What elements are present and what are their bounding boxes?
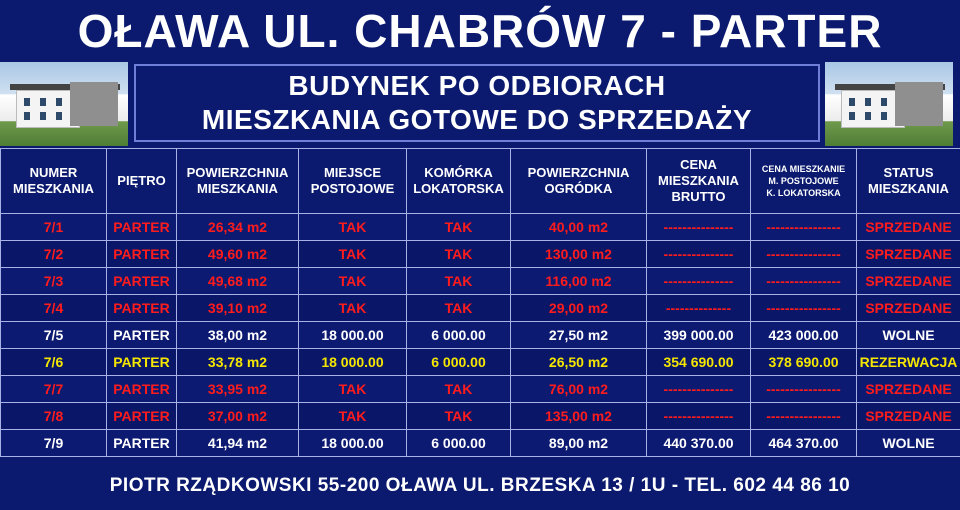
cell-parking-space: TAK	[299, 403, 407, 430]
header-floor: PIĘTRO	[107, 149, 177, 214]
cell-gross-price: --------------	[647, 295, 751, 322]
header-apartment-number: NUMER MIESZKANIA	[1, 149, 107, 214]
cell-apartment-number: 7/9	[1, 430, 107, 457]
cell-status: SPRZEDANE	[857, 403, 960, 430]
cell-apartment-number: 7/8	[1, 403, 107, 430]
cell-apartment-area: 26,34 m2	[177, 214, 299, 241]
table-row	[1, 403, 960, 430]
cell-garden-area: 76,00 m2	[511, 376, 647, 403]
header-storage-room: KOMÓRKA LOKATORSKA	[407, 149, 511, 214]
cell-apartment-area: 49,68 m2	[177, 268, 299, 295]
cell-status: SPRZEDANE	[857, 376, 960, 403]
cell-storage-room: 6 000.00	[407, 430, 511, 457]
cell-status: SPRZEDANE	[857, 214, 960, 241]
cell-garden-area: 40,00 m2	[511, 214, 647, 241]
cell-floor: PARTER	[107, 268, 177, 295]
cell-apartment-number: 7/6	[1, 349, 107, 376]
cell-floor: PARTER	[107, 241, 177, 268]
cell-gross-price: ---------------	[647, 214, 751, 241]
cell-storage-room: TAK	[407, 403, 511, 430]
cell-gross-price: ---------------	[647, 268, 751, 295]
building-photo-left	[0, 62, 128, 146]
cell-storage-room: TAK	[407, 376, 511, 403]
cell-floor: PARTER	[107, 322, 177, 349]
cell-apartment-number: 7/1	[1, 214, 107, 241]
cell-status: WOLNE	[857, 322, 960, 349]
cell-apartment-area: 37,00 m2	[177, 403, 299, 430]
cell-apartment-area: 33,95 m2	[177, 376, 299, 403]
header-apartment-area: POWIERZCHNIA MIESZKANIA	[177, 149, 299, 214]
cell-total-price: 423 000.00	[751, 322, 857, 349]
cell-floor: PARTER	[107, 403, 177, 430]
cell-total-price: 464 370.00	[751, 430, 857, 457]
cell-gross-price: ---------------	[647, 376, 751, 403]
table-row	[1, 241, 960, 268]
table-header-row	[1, 149, 960, 214]
table-row	[1, 295, 960, 322]
cell-status: SPRZEDANE	[857, 295, 960, 322]
cell-apartment-number: 7/4	[1, 295, 107, 322]
contact-footer: PIOTR RZĄDKOWSKI 55-200 OŁAWA UL. BRZESKA 13 / 1U - TEL. 602 44 86 10	[109, 475, 851, 496]
cell-parking-space: 18 000.00	[299, 430, 407, 457]
cell-total-price: ----------------	[751, 376, 857, 403]
cell-apartment-number: 7/2	[1, 241, 107, 268]
cell-garden-area: 29,00 m2	[511, 295, 647, 322]
cell-total-price: 378 690.00	[751, 349, 857, 376]
cell-apartment-number: 7/3	[1, 268, 107, 295]
table-row	[1, 430, 960, 457]
cell-total-price: ----------------	[751, 295, 857, 322]
cell-apartment-area: 49,60 m2	[177, 241, 299, 268]
cell-parking-space: TAK	[299, 214, 407, 241]
table-row	[1, 322, 960, 349]
cell-status: WOLNE	[857, 430, 960, 457]
cell-garden-area: 27,50 m2	[511, 322, 647, 349]
table-row	[1, 376, 960, 403]
cell-status: SPRZEDANE	[857, 241, 960, 268]
cell-garden-area: 116,00 m2	[511, 268, 647, 295]
cell-storage-room: TAK	[407, 241, 511, 268]
cell-gross-price: ---------------	[647, 241, 751, 268]
cell-apartment-number: 7/7	[1, 376, 107, 403]
table-row	[1, 268, 960, 295]
cell-parking-space: TAK	[299, 268, 407, 295]
cell-total-price: ----------------	[751, 268, 857, 295]
cell-apartment-number: 7/5	[1, 322, 107, 349]
table-row	[1, 349, 960, 376]
table-row	[1, 214, 960, 241]
cell-floor: PARTER	[107, 430, 177, 457]
banner-line-1: BUDYNEK PO ODBIORACH	[288, 70, 666, 101]
cell-parking-space: TAK	[299, 295, 407, 322]
cell-parking-space: 18 000.00	[299, 349, 407, 376]
cell-status: REZERWACJA	[857, 349, 960, 376]
cell-parking-space: TAK	[299, 241, 407, 268]
cell-floor: PARTER	[107, 376, 177, 403]
cell-gross-price: ---------------	[647, 403, 751, 430]
cell-total-price: ----------------	[751, 241, 857, 268]
building-photo-right	[825, 62, 953, 146]
cell-storage-room: TAK	[407, 295, 511, 322]
cell-floor: PARTER	[107, 349, 177, 376]
cell-storage-room: TAK	[407, 268, 511, 295]
cell-apartment-area: 38,00 m2	[177, 322, 299, 349]
cell-total-price: ----------------	[751, 403, 857, 430]
apartments-table	[0, 148, 960, 457]
cell-parking-space: 18 000.00	[299, 322, 407, 349]
header-parking-space: MIEJSCE POSTOJOWE	[299, 149, 407, 214]
cell-status: SPRZEDANE	[857, 268, 960, 295]
banner-line-2: MIESZKANIA GOTOWE DO SPRZEDAŻY	[201, 104, 753, 135]
header-total-price: CENA MIESZKANIE M. POSTOJOWE K. LOKATORSKA	[751, 149, 857, 214]
header-gross-price: CENA MIESZKANIA BRUTTO	[647, 149, 751, 214]
cell-apartment-area: 41,94 m2	[177, 430, 299, 457]
cell-floor: PARTER	[107, 295, 177, 322]
cell-gross-price: 354 690.00	[647, 349, 751, 376]
cell-storage-room: TAK	[407, 214, 511, 241]
cell-parking-space: TAK	[299, 376, 407, 403]
header-status: STATUS MIESZKANIA	[857, 149, 960, 214]
cell-gross-price: 440 370.00	[647, 430, 751, 457]
cell-garden-area: 89,00 m2	[511, 430, 647, 457]
announcement-banner	[134, 64, 820, 142]
cell-storage-room: 6 000.00	[407, 349, 511, 376]
cell-garden-area: 135,00 m2	[511, 403, 647, 430]
cell-apartment-area: 39,10 m2	[177, 295, 299, 322]
cell-garden-area: 130,00 m2	[511, 241, 647, 268]
cell-garden-area: 26,50 m2	[511, 349, 647, 376]
cell-total-price: ----------------	[751, 214, 857, 241]
header-garden-area: POWIERZCHNIA OGRÓDKA	[511, 149, 647, 214]
page-title: OŁAWA UL. CHABRÓW 7 - PARTER	[77, 5, 883, 57]
cell-floor: PARTER	[107, 214, 177, 241]
cell-apartment-area: 33,78 m2	[177, 349, 299, 376]
cell-storage-room: 6 000.00	[407, 322, 511, 349]
cell-gross-price: 399 000.00	[647, 322, 751, 349]
